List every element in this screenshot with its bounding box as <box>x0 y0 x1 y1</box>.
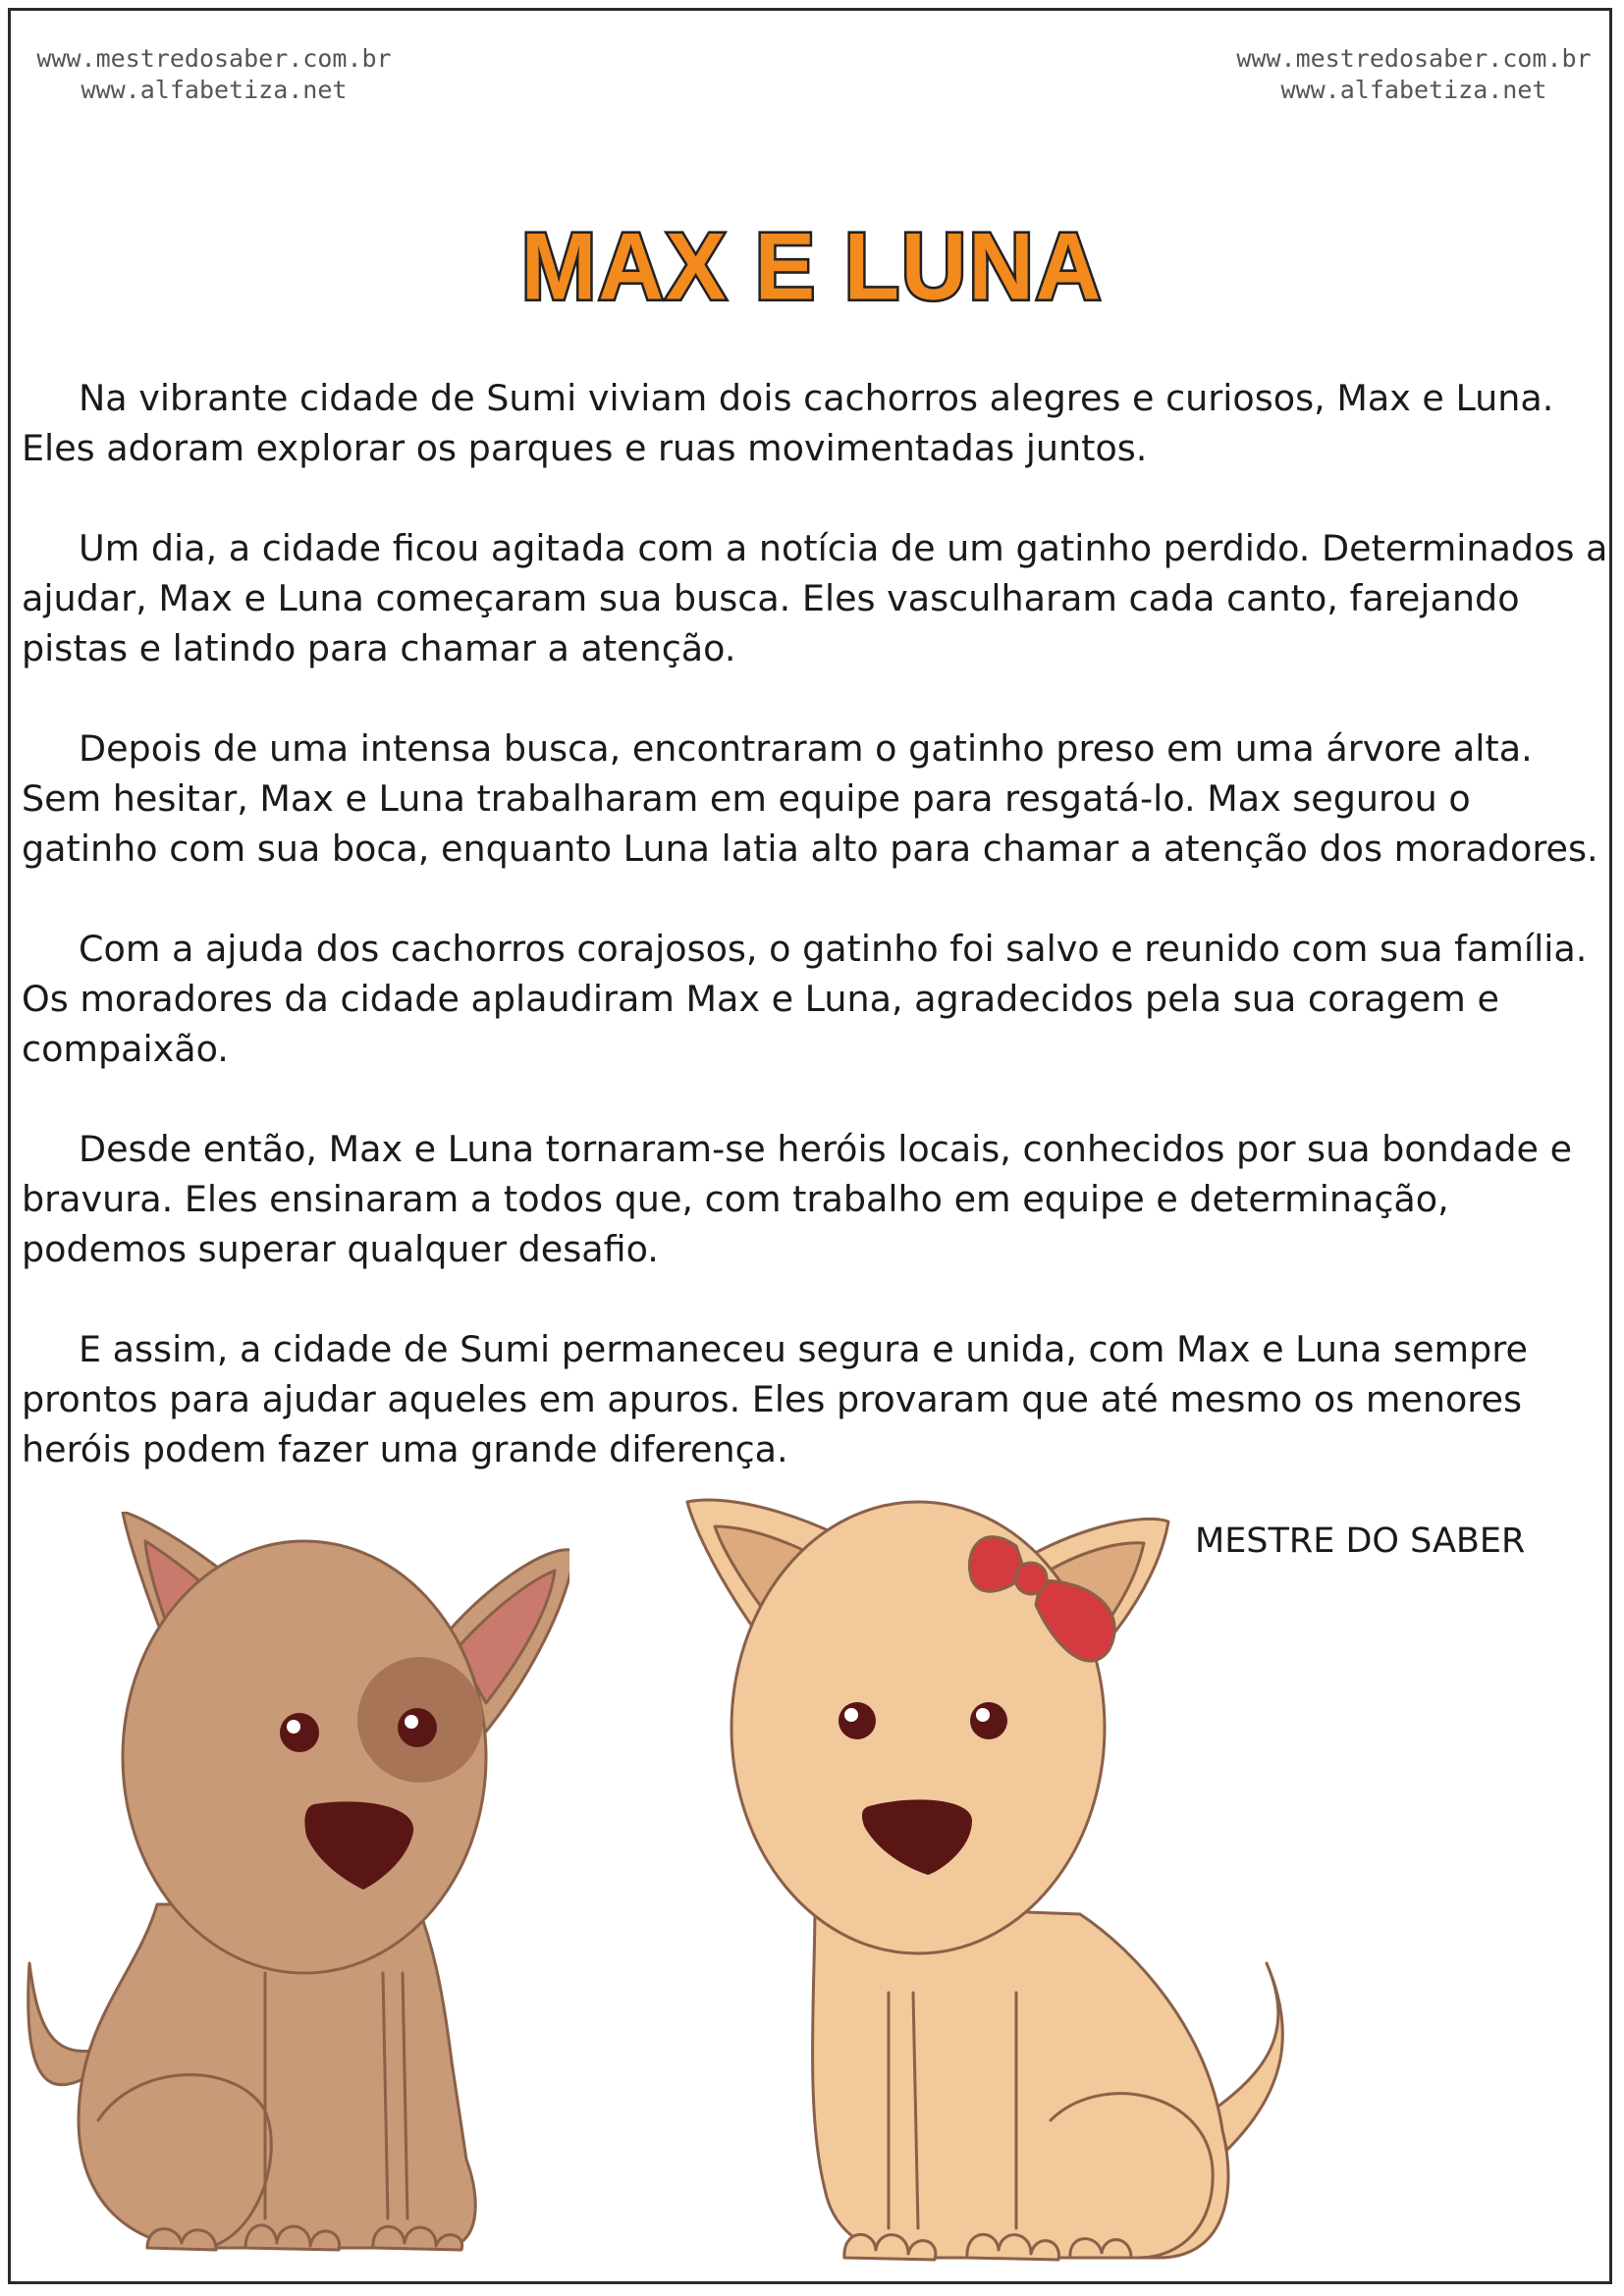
luna-body <box>813 1904 1229 2258</box>
luna-dog-illustration <box>677 1482 1306 2277</box>
story-paragraph: Um dia, a cidade ficou agitada com a notícia de um gatinho perdido. Determinados a ajudar, Max e Luna começaram sua busca. Eles vasculharam cada canto, farejando pistas e latindo para chamar a atenção. <box>22 527 1608 669</box>
luna-left-eye-shine <box>844 1708 858 1722</box>
max-left-eye <box>280 1713 319 1752</box>
luna-head <box>731 1502 1105 1953</box>
story-paragraph: Desde então, Max e Luna tornaram-se heróis locais, conhecidos por sua bondade e bravura. Eles ensinaram a todos que, com trabalho em equipe e determinação, podemos superar qualquer desafio. <box>22 1128 1573 1270</box>
luna-right-eye-shine <box>976 1708 990 1722</box>
luna-bow-knot <box>1015 1563 1047 1594</box>
max-left-eye-shine <box>287 1720 300 1734</box>
story-paragraph: E assim, a cidade de Sumi permaneceu segura e unida, com Max e Luna sempre prontos para ajudar aqueles em apuros. Eles provaram que até mesmo os menores heróis podem fazer uma grande diferença. <box>22 1328 1528 1470</box>
luna-right-eye <box>970 1702 1007 1739</box>
story-paragraph: Depois de uma intensa busca, encontraram o gatinho preso em uma árvore alta. Sem hesitar, Max e Luna trabalharam em equipe para resgatá-lo. Max segurou o gatinho com sua boca, enquanto Luna latia alto para chamar a atenção dos moradores. <box>22 727 1598 870</box>
luna-left-eye <box>839 1702 876 1739</box>
story-title: MAX E LUNA <box>520 214 1104 320</box>
watermark-url-2: www.alfabetiza.net <box>1280 76 1547 104</box>
max-right-eye <box>398 1708 437 1747</box>
story-paragraph: Com a ajuda dos cachorros corajosos, o gatinho foi salvo e reunido com sua família. Os moradores da cidade aplaudiram Max e Luna, agradecidos pela sua coragem e compaixão. <box>22 928 1588 1070</box>
story-body <box>22 373 1612 1524</box>
max-dog-illustration <box>20 1512 569 2277</box>
title-container <box>0 216 1624 319</box>
author-credit: MESTRE DO SABER <box>1195 1522 1526 1561</box>
watermark-url-1: www.mestredosaber.com.br <box>36 44 392 73</box>
luna-tail <box>1213 1963 1282 2150</box>
watermark-url-1: www.mestredosaber.com.br <box>1236 44 1592 73</box>
max-right-eye-shine <box>405 1715 418 1729</box>
watermark-url-2: www.alfabetiza.net <box>81 76 348 104</box>
header-watermark-right <box>1227 43 1600 106</box>
header-watermark-left <box>27 43 401 106</box>
story-paragraph: Na vibrante cidade de Sumi viviam dois cachorros alegres e curiosos, Max e Luna. Eles adoram explorar os parques e ruas movimentadas juntos. <box>22 377 1554 469</box>
